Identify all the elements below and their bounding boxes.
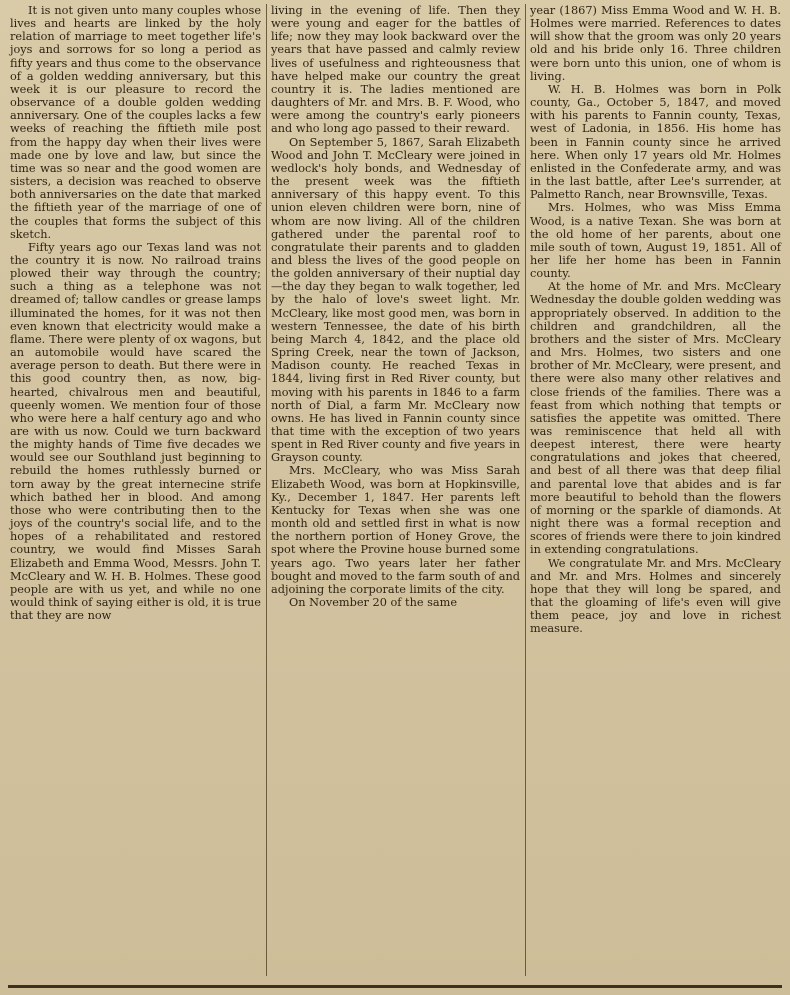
paragraph: year (1867) Miss Emma Wood and W. H. B. Holmes were married. References to dates will show that the groom was only 20 years old and his bride only 16. Three children were born unto this union, one of whom is living. [530, 4, 781, 83]
paragraph: On September 5, 1867, Sarah Elizabeth Wood and John T. McCleary were joined in wedlock's holy bonds, and Wednesday of the present week was the fiftieth anniversary of this happy event. To this union eleven children were born, nine of whom are now living. All of the children gathered under the parental roof to congratulate their parents and to gladden and bless the lives of the good people on the golden anniversary of their nuptial day—the day they began to walk together, led by the halo of love's sweet light. Mr. McCleary, like most good men, was born in western Tennessee, the date of his birth being March 4, 1842, and the place old Spring Creek, near the town of Jackson, Madison county. He reached Texas in 1844, living first in Red River county, but moving with his parents in 1846 to a farm north of Dial, a farm Mr. McCleary now owns. He has lived in Fannin county since that time with the exception of two years spent in Red River county and five years in Grayson county. [271, 135, 520, 465]
paragraph: Mrs. Holmes, who was Miss Emma Wood, is a native Texan. She was born at the old home of her parents, about one mile south of town, August 19, 1851. All of her life her home has been in Fannin county. [530, 201, 781, 281]
paragraph: We congratulate Mr. and Mrs. McCleary and Mr. and Mrs. Holmes and sincerely hope that they will long be spared, and that the gloaming of life's even will give them peace, joy and love in richest measure. [530, 556, 781, 636]
paragraph: It is not given unto many couples whose lives and hearts are linked by the holy relation of marriage to meet together life's joys and sorrows for so long a period as fifty years and thus come to the observance of a golden wedding anniversary, but this week it is our pleasure to record the observance of a double golden wedding anniversary. One of the couples lacks a few weeks of reaching the fiftieth mile post from the happy day when their lives were made one by love and law, but since the time was so near and the good women are sisters, a decision was reached to observe both anniversaries on the date that marked the fiftieth year of the marriage of one of the couples that forms the subject of this sketch. [10, 4, 261, 241]
column-3 [526, 4, 786, 976]
paragraph: On November 20 of the same [289, 596, 458, 610]
bottom-rule [8, 985, 782, 988]
column-1 [6, 4, 266, 976]
paragraph: At the home of Mr. and Mrs. McCleary Wednesday the double golden wedding was appropriately observed. In addition to the children and grandchildren, all the brothers and the sister of Mrs. McCleary and Mrs. Holmes, two sisters and one brother of Mr. McCleary, were present, and there were also many other relatives and close friends of the families. There was a feast from which nothing that tempts or satisfies the appetite was omitted. There was reminiscence that held all with deepest interest, there were hearty congratulations and jokes that cheered, and best of all there was that deep filial and parental love that abides and is far more beautiful to behold than the flowers of morning or the sparkle of diamonds. At night there was a formal reception and scores of friends were there to join kindred in extending congratulations. [530, 280, 781, 557]
column-2 [266, 4, 526, 976]
article-columns [6, 4, 786, 976]
paragraph: Mrs. McCleary, who was Miss Sarah Elizabeth Wood, was born at Hopkinsville, Ky., December 1, 1847. Her parents left Kentucky for Texas when she was one month old and settled first in what is now the northern portion of Honey Grove, the spot where the Provine house burned some years ago. Two years later her father bought and moved to the farm south of and adjoining the corporate limits of the city. [271, 464, 520, 596]
paragraph: living in the evening of life. Then they were young and eager for the battles of life; now they may look backward over the years that have passed and calmly review lives of usefulness and righteousness that have helped make our country the great country it is. The ladies mentioned are daughters of Mr. and Mrs. B. F. Wood, who were among the country's early pioneers and who long ago passed to their reward. [271, 4, 520, 136]
paragraph: W. H. B. Holmes was born in Polk county, Ga., October 5, 1847, and moved with his parents to Fannin county, Texas, west of Ladonia, in 1856. His home has been in Fannin county since he arrived here. When only 17 years old Mr. Holmes enlisted in the Confederate army, and was in the last battle, after Lee's surrender, at Palmetto Ranch, near Brownsville, Texas. [530, 82, 781, 202]
paragraph: Fifty years ago our Texas land was not the country it is now. No railroad trains plowed their way through the country; such a thing as a telephone was not dreamed of; tallow candles or grease lamps illuminated the homes, for it was not then even known that electricity would make a flame. There were plenty of ox wagons, but an automobile would have scared the average person to death. But there were in this good country then, as now, big-hearted, chivalrous men and beautiful, queenly women. We mention four of those who were here a half century ago and who are with us now. Could we turn backward the mighty hands of Time five decades we would see our Southland just beginning to rebuild the homes ruthlessly burned or torn away by the great internecine strife which bathed her in blood. And among those who were contributing then to the joys of the country's social life, and to the hopes of a rehabilitated and restored country, we would find Misses Sarah Elizabeth and Emma Wood, Messrs. John T. McCleary and W. H. B. Holmes. These good people are with us yet, and while no one would think of saying either is old, it is true that they are now [10, 240, 261, 623]
